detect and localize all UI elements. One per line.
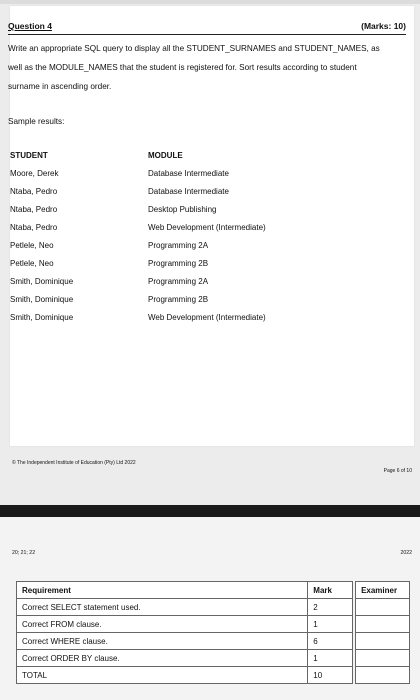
results-header-row — [10, 148, 400, 166]
sample-results-table — [10, 148, 400, 328]
mark-header: Mark — [308, 582, 353, 599]
examiner-cell — [356, 616, 410, 633]
module-cell: Web Development (Intermediate) — [148, 313, 266, 322]
student-cell: Smith, Dominique — [10, 295, 74, 304]
module-cell: Programming 2B — [148, 259, 209, 268]
table-row — [17, 650, 410, 667]
examiner-header: Examiner — [356, 582, 410, 599]
mark-cell: 1 — [308, 616, 353, 633]
mark-cell: 1 — [308, 650, 353, 667]
rubric-header-row — [17, 582, 410, 599]
question-marks: (Marks: 10) — [361, 21, 406, 31]
module-cell: Programming 2A — [148, 277, 209, 286]
requirement-cell: Correct SELECT statement used. — [17, 599, 308, 616]
question-line: well as the MODULE_NAMES that the student is registered for. Sort results according to student — [8, 63, 357, 72]
module-column-header: MODULE — [148, 151, 183, 160]
table-row — [10, 202, 400, 220]
student-cell: Moore, Derek — [10, 169, 59, 178]
question-code: 20; 21; 22 — [12, 550, 36, 556]
requirement-cell: TOTAL — [17, 667, 308, 684]
table-row — [10, 256, 400, 274]
table-row — [10, 166, 400, 184]
table-row — [17, 616, 410, 633]
marking-rubric-table — [16, 581, 410, 684]
student-cell: Smith, Dominique — [10, 313, 74, 322]
examiner-cell — [356, 667, 410, 684]
table-row — [10, 184, 400, 202]
copyright-footer: © The Independent Institute of Education (Pty) Ltd 2022 — [12, 460, 136, 466]
student-cell: Petlele, Neo — [10, 241, 54, 250]
student-cell: Petlele, Neo — [10, 259, 54, 268]
question-title: Question 4 — [8, 21, 52, 31]
examiner-cell — [356, 650, 410, 667]
page-separator-band — [0, 505, 420, 517]
student-cell: Ntaba, Pedro — [10, 205, 58, 214]
requirement-cell: Correct FROM clause. — [17, 616, 308, 633]
question-text — [8, 39, 406, 96]
question-line: surname in ascending order. — [8, 82, 112, 91]
module-cell: Web Development (Intermediate) — [148, 223, 266, 232]
table-row — [10, 292, 400, 310]
mark-cell: 2 — [308, 599, 353, 616]
student-cell: Ntaba, Pedro — [10, 223, 58, 232]
mark-cell: 10 — [308, 667, 353, 684]
table-row — [17, 599, 410, 616]
module-cell: Desktop Publishing — [148, 205, 217, 214]
document-page-7 — [0, 517, 420, 700]
mark-cell: 6 — [308, 633, 353, 650]
examiner-cell — [356, 599, 410, 616]
student-column-header: STUDENT — [10, 151, 48, 160]
requirement-cell: Correct ORDER BY clause. — [17, 650, 308, 667]
table-row — [17, 633, 410, 650]
student-cell: Smith, Dominique — [10, 277, 74, 286]
table-row — [10, 238, 400, 256]
page-number: Page 6 of 10 — [383, 468, 412, 474]
module-cell: Programming 2B — [148, 295, 209, 304]
table-row — [10, 310, 400, 328]
examiner-cell — [356, 633, 410, 650]
table-row — [10, 220, 400, 238]
module-cell: Database Intermediate — [148, 169, 229, 178]
requirement-cell: Correct WHERE clause. — [17, 633, 308, 650]
table-row — [17, 667, 410, 684]
module-cell: Database Intermediate — [148, 187, 229, 196]
module-cell: Programming 2A — [148, 241, 209, 250]
requirement-header: Requirement — [17, 582, 308, 599]
question-header — [8, 20, 406, 35]
table-row — [10, 274, 400, 292]
page-edge — [0, 0, 420, 4]
question-line: Write an appropriate SQL query to display all the STUDENT_SURNAMES and STUDENT_NAMES, as — [8, 44, 380, 53]
student-cell: Ntaba, Pedro — [10, 187, 58, 196]
page-year: 2022 — [400, 550, 412, 556]
sample-results-label: Sample results: — [8, 117, 65, 126]
